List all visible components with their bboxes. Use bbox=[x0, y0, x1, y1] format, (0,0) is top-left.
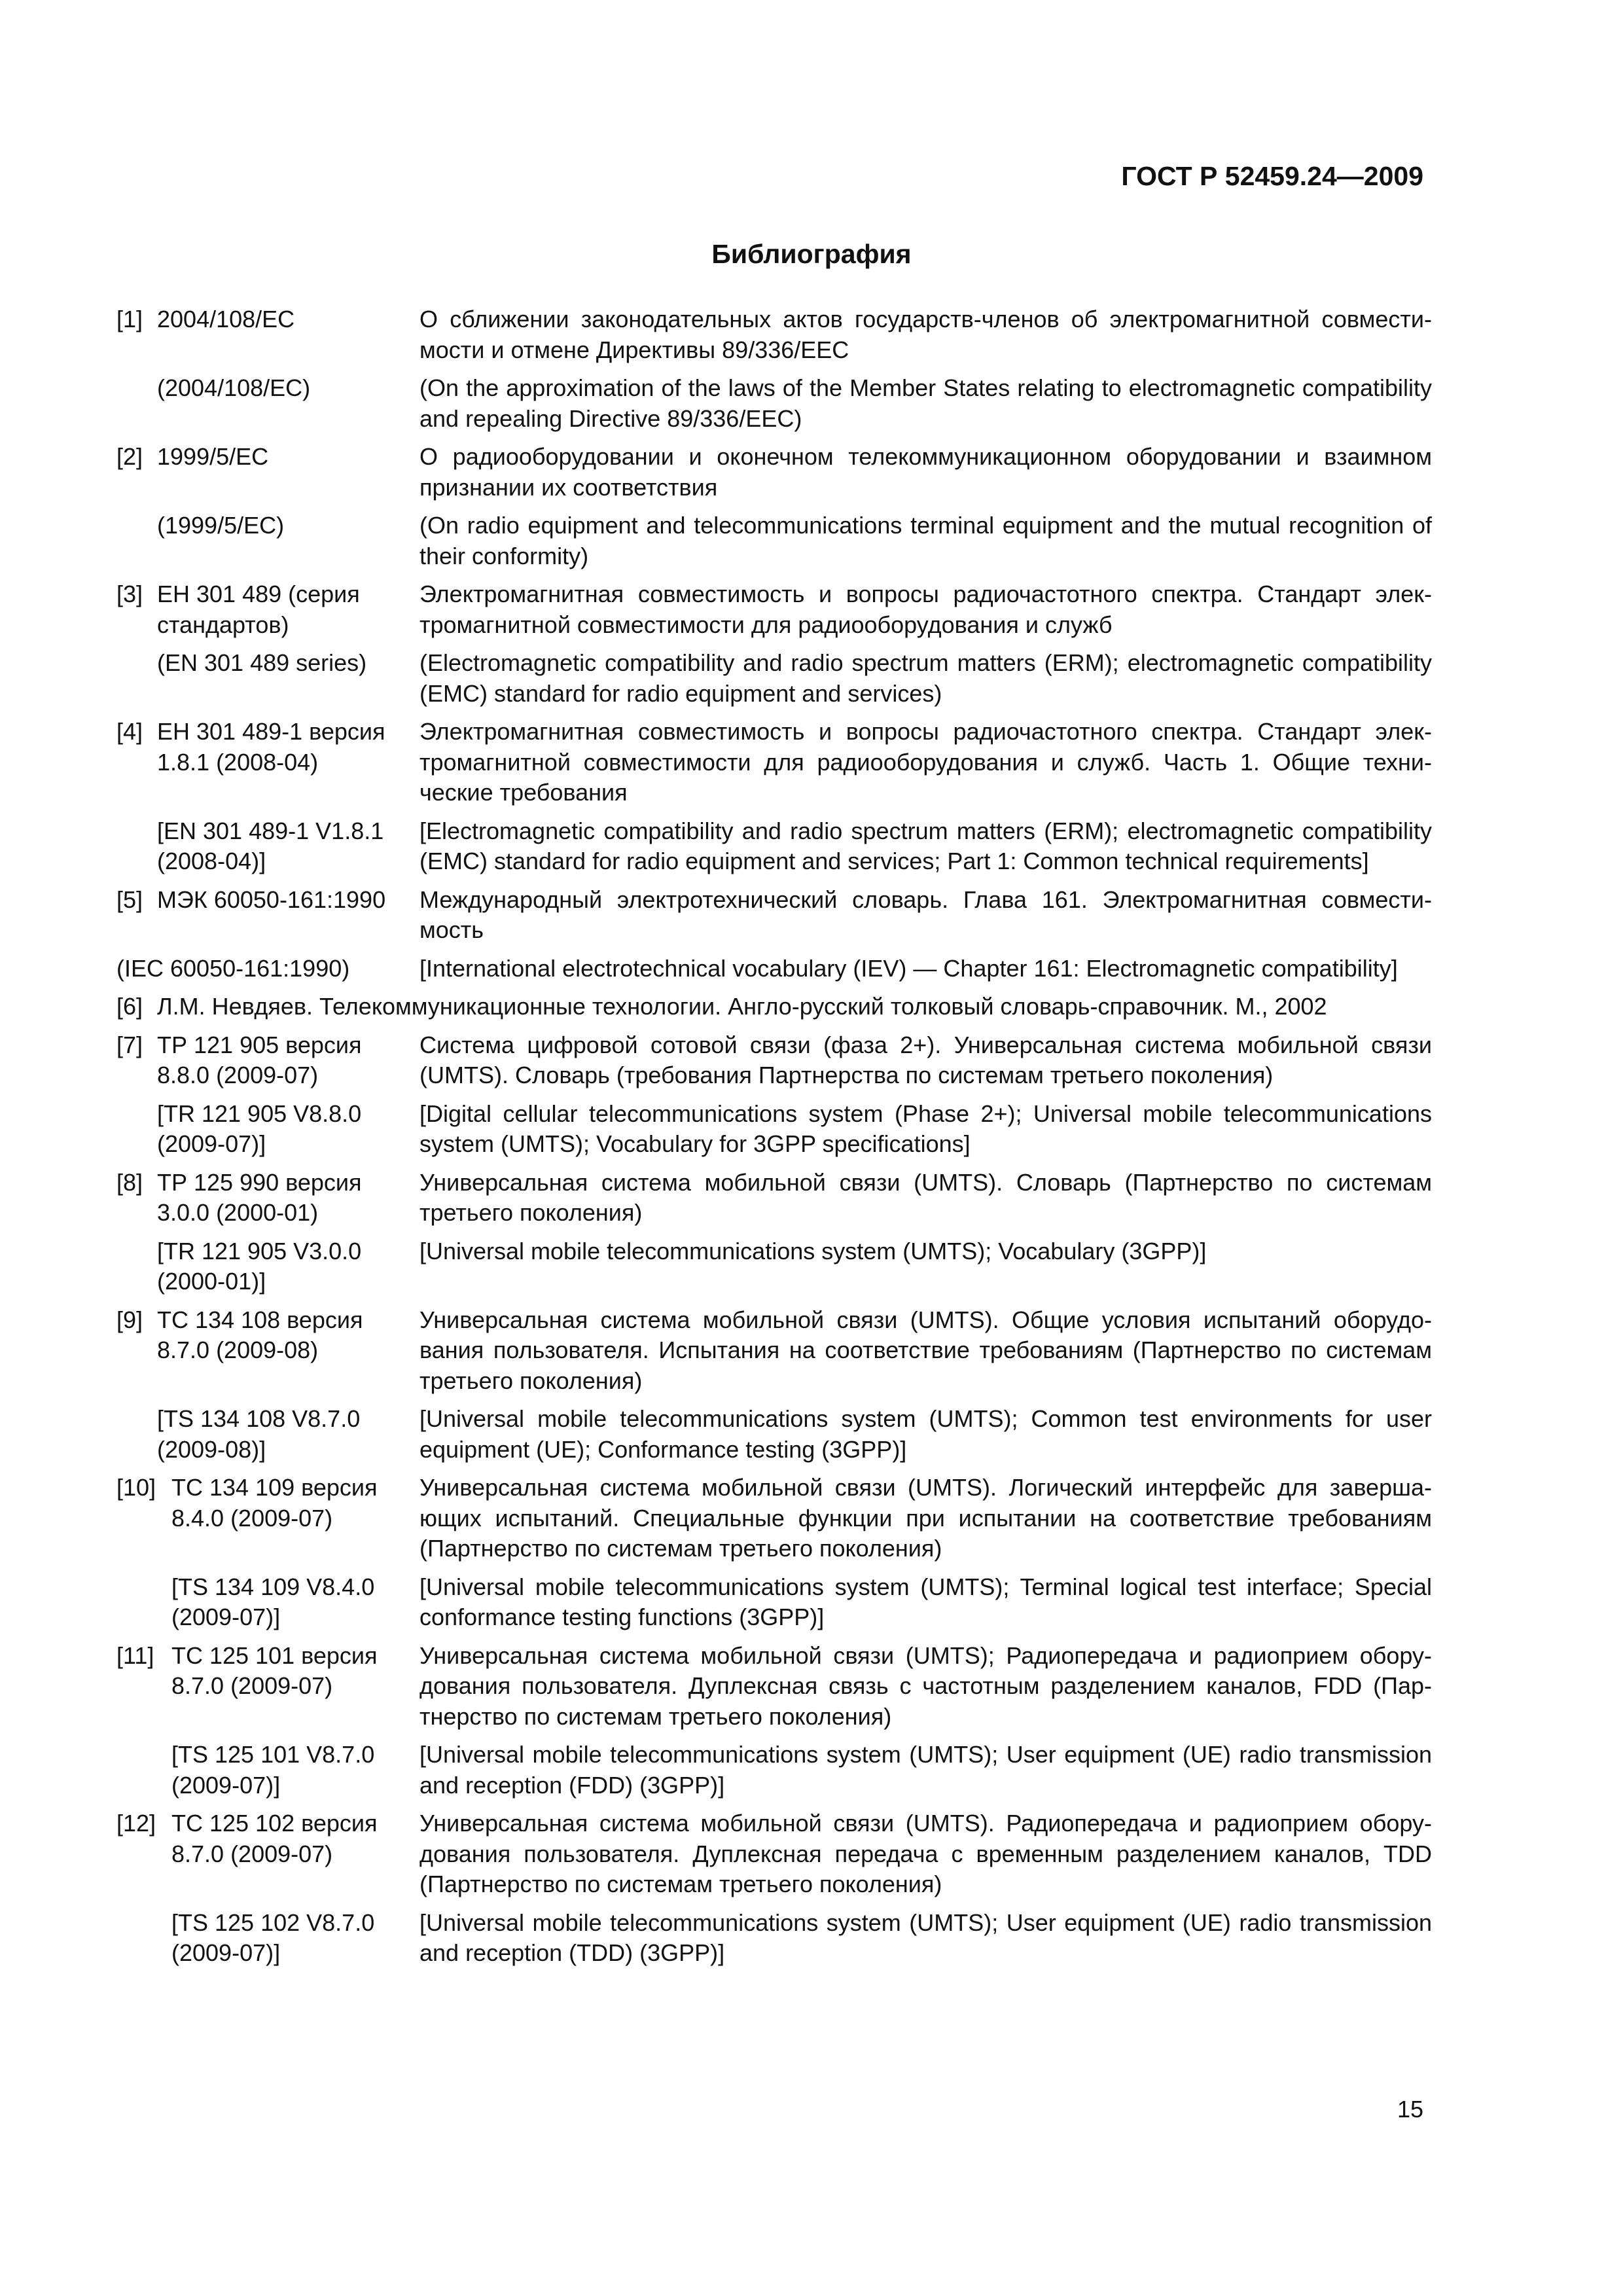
entry-number: [5] bbox=[116, 886, 143, 913]
bibliography-entry bbox=[116, 1808, 1432, 1900]
entry-description: Универсальная система мобильной связи (UMTS). Общие условия испытаний оборудования пользователя. Испытания на соответствие требованиям (Партнерство по системам третьего поколения) bbox=[419, 1306, 1432, 1394]
entry-number: [8] bbox=[116, 1168, 143, 1196]
entry-code: ЕН 301 489-1 версия 1.8.1 (2008-04) bbox=[157, 718, 385, 776]
entry-code: [TS 134 109 V8.4.0 (2009-07)] bbox=[171, 1573, 375, 1630]
entry-code: ТР 125 990 версия 3.0.0 (2000-01) bbox=[157, 1168, 362, 1226]
entry-code: (IEC 60050-161:1990) bbox=[116, 954, 350, 982]
bibliography-entry-translation bbox=[116, 511, 1432, 571]
entry-description: [Universal mobile telecommunications system (UMTS); Vocabulary (3GPP)] bbox=[419, 1237, 1207, 1265]
entry-number bbox=[116, 1404, 157, 1465]
entry-description: [International electrotechnical vocabulary (IEV) — Chapter 161: Electromagnetic compatibility] bbox=[419, 954, 1398, 982]
entry-description: Универсальная система мобильной связи (UMTS). Логический интерфейс для завершающих испытаний. Специальные функции при испытании на соответствие требованиям (Партнерство по системам третьего поколения) bbox=[419, 1474, 1432, 1562]
bibliography-entry-translation bbox=[116, 373, 1432, 434]
entry-code: ТС 125 102 версия 8.7.0 (2009-07) bbox=[171, 1810, 378, 1867]
bibliography-list bbox=[116, 304, 1432, 1977]
entry-code: ЕН 301 489 (серия стандартов) bbox=[157, 581, 360, 638]
bibliography-entry bbox=[116, 1168, 1432, 1229]
entry-description: [Electromagnetic compatibility and radio spectrum matters (ERM); electromagnetic compatibility (EMC) standard for radio equipment and services; Part 1: Common technical requirements] bbox=[419, 817, 1432, 874]
bibliography-entry-translation bbox=[116, 1236, 1432, 1297]
bibliography-entry bbox=[116, 579, 1432, 640]
entry-code: [TR 121 905 V3.0.0 (2000-01)] bbox=[157, 1237, 362, 1295]
entry-description: [Digital cellular telecommunications system (Phase 2+); Universal mobile telecommunications system (UMTS); Vocabulary for 3GPP specifications] bbox=[419, 1100, 1432, 1157]
entry-description: Система цифровой сотовой связи (фаза 2+). Универсальная система мобильной связи (UMTS). Словарь (требования Партнерства по системам третьего поколения) bbox=[419, 1031, 1432, 1088]
entry-description: (Electromagnetic compatibility and radio spectrum matters (ERM); electromagnetic compatibility (EMC) standard for radio equipment and services) bbox=[419, 649, 1432, 707]
entry-number: [3] bbox=[116, 581, 143, 607]
entry-description: (On the approximation of the laws of the Member States relating to electromagnetic compatibility and repealing Directive 89/336/EEC) bbox=[419, 374, 1432, 432]
bibliography-entry bbox=[116, 442, 1432, 503]
entry-number bbox=[116, 1236, 157, 1297]
bibliography-entry-translation bbox=[116, 648, 1432, 709]
entry-code: МЭК 60050-161:1990 bbox=[157, 886, 386, 913]
page-title: Библиография bbox=[711, 239, 912, 269]
entry-description: Универсальная система мобильной связи (UMTS). Словарь (Партнерство по системам третьего поколения) bbox=[419, 1168, 1432, 1226]
entry-number bbox=[116, 373, 157, 434]
bibliography-entry bbox=[116, 1473, 1432, 1564]
bibliography-entry bbox=[116, 1641, 1432, 1732]
entry-description: Электромагнитная совместимость и вопросы радиочастотного спектра. Стандарт электромагнитной совместимости для радиооборудования и служб bbox=[419, 581, 1432, 638]
entry-number: [4] bbox=[116, 718, 143, 745]
bibliography-entry-translation bbox=[116, 1572, 1432, 1633]
entry-description: О радиооборудовании и оконечном телекоммуникационном оборудовании и взаимном признании их соответствия bbox=[419, 443, 1432, 501]
entry-number: [1] bbox=[116, 306, 143, 332]
entry-code: 1999/5/EC bbox=[157, 443, 269, 470]
entry-code: [TR 121 905 V8.8.0 (2009-07)] bbox=[157, 1100, 362, 1157]
bibliography-entry bbox=[116, 992, 1432, 1022]
entry-number bbox=[116, 1740, 171, 1801]
entry-description: Электромагнитная совместимость и вопросы радиочастотного спектра. Стандарт электромагнитной совместимости для радиооборудования и служб. Часть 1. Общие технические требования bbox=[419, 718, 1432, 806]
entry-code: [EN 301 489-1 V1.8.1 (2008-04)] bbox=[157, 817, 384, 874]
entry-code: 2004/108/ЕС bbox=[157, 306, 295, 332]
bibliography-entry-translation bbox=[116, 1099, 1432, 1160]
entry-number: [2] bbox=[116, 443, 143, 470]
entry-code: (2004/108/EC) bbox=[157, 374, 311, 401]
entry-code: ТС 134 109 версия 8.4.0 (2009-07) bbox=[171, 1474, 378, 1532]
bibliography-entry-translation bbox=[116, 816, 1432, 877]
entry-description: (On radio equipment and telecommunications terminal equipment and the mutual recognition of their conformity) bbox=[419, 512, 1432, 569]
bibliography-entry bbox=[116, 885, 1432, 946]
entry-description: О сближении законодательных актов государств-членов об электромагнитной совместимости и отмене Директивы 89/336/ЕЕС bbox=[419, 306, 1432, 363]
standard-designation: ГОСТ Р 52459.24—2009 bbox=[1121, 161, 1423, 191]
entry-code: [TS 125 102 V8.7.0 (2009-07)] bbox=[171, 1909, 375, 1966]
entry-code: (EN 301 489 series) bbox=[157, 649, 367, 676]
bibliography-entry-translation bbox=[116, 954, 1432, 984]
bibliography-entry-translation bbox=[116, 1908, 1432, 1969]
entry-number: [11] bbox=[116, 1641, 154, 1669]
entry-description: [Universal mobile telecommunications system (UMTS); User equipment (UE) radio transmission and reception (FDD) (3GPP)] bbox=[419, 1741, 1432, 1799]
entry-code: (1999/5/EC) bbox=[157, 512, 285, 539]
entry-number bbox=[116, 511, 157, 571]
entry-number bbox=[116, 1908, 171, 1969]
bibliography-entry bbox=[116, 1305, 1432, 1397]
entry-number: [10] bbox=[116, 1474, 156, 1501]
page-number: 15 bbox=[1397, 2096, 1423, 2123]
entry-code: [TS 134 108 V8.7.0 (2009-08)] bbox=[157, 1405, 361, 1463]
bibliography-entry-translation bbox=[116, 1740, 1432, 1801]
entry-number bbox=[116, 816, 157, 877]
bibliography-entry bbox=[116, 304, 1432, 365]
entry-number bbox=[116, 1572, 171, 1633]
entry-number: [12] bbox=[116, 1810, 156, 1837]
entry-description: Международный электротехнический словарь. Глава 161. Электромагнитная совместимость bbox=[419, 886, 1432, 943]
entry-description: [Universal mobile telecommunications system (UMTS); User equipment (UE) radio transmission and reception (TDD) (3GPP)] bbox=[419, 1909, 1432, 1966]
entry-description: Универсальная система мобильной связи (UMTS). Радиопередача и радиоприем оборудования пользователя. Дуплексная передача с временным разделением каналов, TDD (Партнерство по системам третьего поколения) bbox=[419, 1810, 1432, 1897]
entry-number: [9] bbox=[116, 1306, 143, 1333]
entry-code: [TS 125 101 V8.7.0 (2009-07)] bbox=[171, 1741, 375, 1799]
bibliography-entry bbox=[116, 1030, 1432, 1091]
entry-description: Универсальная система мобильной связи (UMTS); Радиопередача и радиоприем оборудования пользователя. Дуплексная связь с частотным разделением каналов, FDD (Партнерство по системам третьего поколения) bbox=[419, 1641, 1432, 1730]
bibliography-entry-translation bbox=[116, 1404, 1432, 1465]
entry-number: [6] bbox=[116, 993, 143, 1020]
entry-code: ТС 134 108 версия 8.7.0 (2009-08) bbox=[157, 1306, 363, 1363]
entry-number: [7] bbox=[116, 1031, 143, 1058]
entry-code: ТС 125 101 версия 8.7.0 (2009-07) bbox=[171, 1641, 378, 1699]
bibliography-entry bbox=[116, 717, 1432, 808]
entry-number bbox=[116, 1099, 157, 1160]
entry-full-reference: Л.М. Невдяев. Телекоммуникационные технологии. Англо-русский толковый словарь-справочник. М., 2002 bbox=[157, 993, 1327, 1020]
entry-code: ТР 121 905 версия 8.8.0 (2009-07) bbox=[157, 1031, 362, 1088]
entry-description: [Universal mobile telecommunications system (UMTS); Terminal logical test interface; Special conformance testing functions (3GPP)] bbox=[419, 1573, 1432, 1630]
entry-description: [Universal mobile telecommunications system (UMTS); Common test environments for user equipment (UE); Conformance testing (3GPP)] bbox=[419, 1405, 1432, 1463]
entry-number bbox=[116, 648, 157, 709]
